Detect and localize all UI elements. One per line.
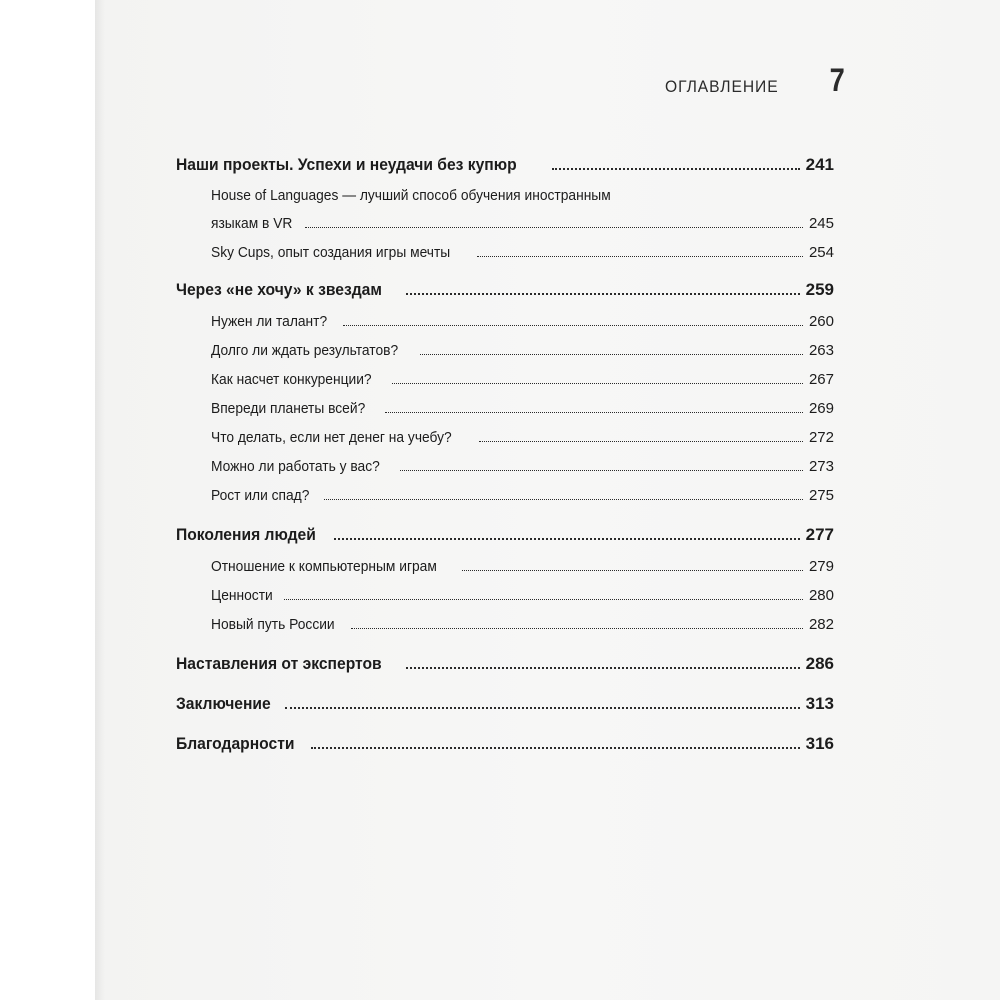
dot-leader (285, 707, 800, 709)
page-header (665, 62, 845, 112)
dot-leader (305, 227, 802, 228)
toc-section-title: Отношение к компьютерным играм (211, 558, 437, 575)
toc-section-title: Долго ли ждать результатов? (211, 342, 399, 359)
dot-leader (420, 354, 803, 355)
toc-page-number: 273 (808, 458, 834, 475)
toc-chapter-title: Заключение (176, 694, 271, 713)
toc-section[interactable] (176, 307, 834, 336)
dot-leader (479, 441, 803, 442)
toc-section[interactable] (176, 452, 834, 481)
dot-leader (462, 570, 803, 571)
toc-section-title-line2: языкам в VR (211, 215, 293, 232)
toc-page-number: 280 (808, 587, 834, 604)
dot-leader (406, 293, 800, 295)
toc-section[interactable] (176, 481, 834, 510)
toc-chapter-title: Благодарности (176, 734, 295, 753)
toc-section[interactable] (176, 238, 834, 267)
toc-chapter[interactable] (176, 687, 834, 721)
toc-section[interactable] (176, 610, 834, 639)
toc-page-number: 279 (808, 558, 834, 575)
toc-page-number: 267 (808, 371, 834, 388)
toc-page-number: 254 (808, 244, 834, 261)
toc-section-title: Нужен ли талант? (211, 313, 328, 330)
toc-chapter[interactable] (176, 727, 834, 761)
toc-chapter-title: Наставления от экспертов (176, 654, 382, 673)
dot-leader (552, 168, 799, 170)
dot-leader (343, 325, 803, 326)
dot-leader (351, 628, 803, 629)
toc-page-number: 245 (808, 215, 834, 232)
toc-section-title-line1: House of Languages — лучший способ обучения иностранным (211, 187, 611, 204)
toc-section-title: Что делать, если нет денег на учебу? (211, 429, 452, 446)
toc-page-number: 286 (805, 654, 834, 673)
dot-leader (284, 599, 803, 600)
dot-leader (477, 256, 803, 257)
dot-leader (392, 383, 803, 384)
toc-page-number: 275 (808, 487, 834, 504)
toc-section[interactable] (176, 552, 834, 581)
dot-leader (385, 412, 803, 413)
toc-chapter-title: Через «не хочу» к звездам (176, 280, 382, 299)
dot-leader (400, 470, 802, 471)
page-number: 7 (829, 62, 845, 98)
toc-section[interactable] (176, 365, 834, 394)
page-edge (95, 0, 105, 1000)
toc-page-number: 241 (805, 155, 834, 174)
toc-page-number: 313 (805, 694, 834, 713)
toc-chapter[interactable] (176, 647, 834, 681)
toc-section[interactable] (176, 336, 834, 365)
toc-section[interactable] (176, 423, 834, 452)
toc-page-number: 277 (805, 525, 834, 544)
toc-section-title: Ценности (211, 587, 273, 604)
toc-page-number: 263 (808, 342, 834, 359)
toc-section-title: Рост или спад? (211, 487, 310, 504)
section-title: ОГЛАВЛЕНИЕ (665, 77, 779, 96)
toc-page-number: 282 (808, 616, 834, 633)
dot-leader (311, 747, 800, 749)
toc-section-title: Можно ли работать у вас? (211, 458, 380, 475)
dot-leader (334, 538, 800, 540)
toc-chapter-title: Наши проекты. Успехи и неудачи без купюр (176, 155, 517, 174)
toc-page-number: 260 (808, 313, 834, 330)
dot-leader (324, 499, 803, 500)
toc-section-title: Новый путь России (211, 616, 335, 633)
toc-section[interactable] (176, 394, 834, 423)
table-of-contents (176, 148, 834, 761)
toc-page-number: 269 (808, 400, 834, 417)
toc-section[interactable] (176, 581, 834, 610)
toc-chapter[interactable] (176, 273, 834, 307)
toc-section[interactable] (176, 182, 834, 238)
toc-page-number: 272 (808, 429, 834, 446)
toc-chapter-title: Поколения людей (176, 525, 316, 544)
toc-page-number: 316 (805, 734, 834, 753)
toc-section-title: Как насчет конкуренции? (211, 371, 372, 388)
toc-section-title: Sky Cups, опыт создания игры мечты (211, 244, 451, 261)
toc-chapter[interactable] (176, 518, 834, 552)
toc-chapter[interactable] (176, 148, 834, 182)
toc-page-number: 259 (805, 280, 834, 299)
toc-section-title: Впереди планеты всей? (211, 400, 366, 417)
dot-leader (406, 667, 800, 669)
